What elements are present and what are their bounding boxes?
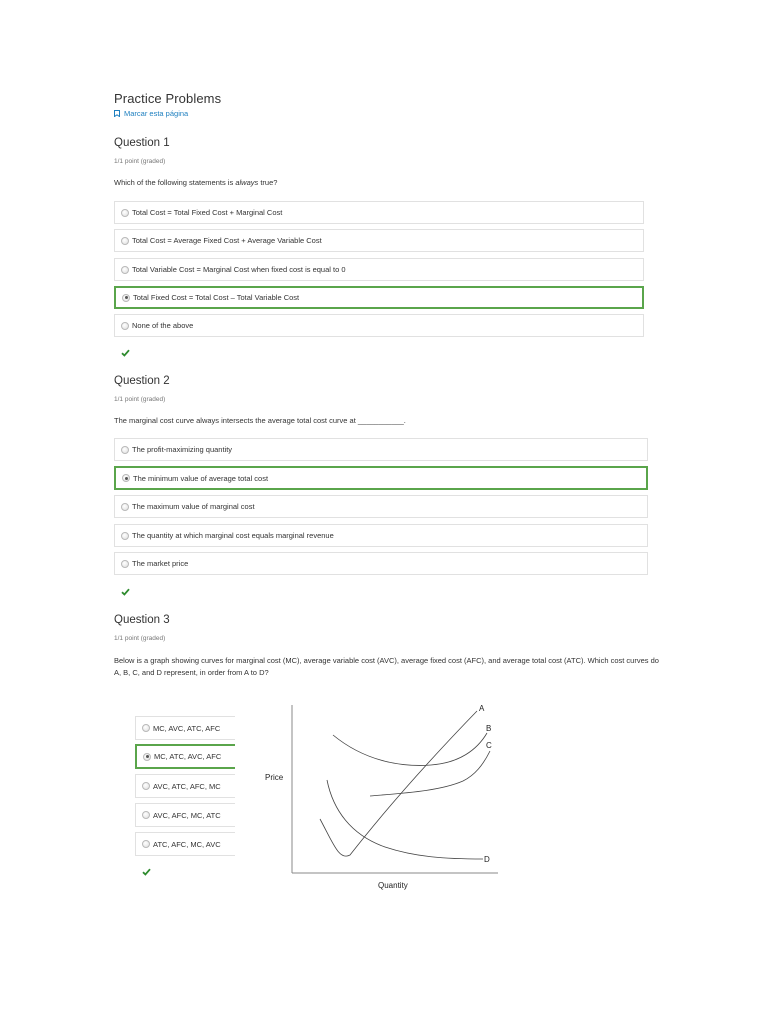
cost-curves-graph: [255, 695, 515, 900]
radio-button[interactable]: [142, 724, 150, 732]
question-2-option-4[interactable]: [114, 524, 648, 547]
radio-button[interactable]: [121, 446, 129, 454]
curve-label-c: C: [486, 741, 492, 750]
radio-button-selected[interactable]: [122, 474, 130, 482]
radio-button[interactable]: [142, 840, 150, 848]
question-3-option-4[interactable]: [135, 803, 235, 827]
radio-button[interactable]: [121, 560, 129, 568]
question-1-option-2[interactable]: [114, 229, 644, 252]
bookmark-link[interactable]: [114, 109, 188, 118]
checkmark-icon: [121, 583, 130, 601]
question-2-points: 1/1 point (graded): [114, 396, 166, 403]
radio-button[interactable]: [121, 532, 129, 540]
question-2-option-2[interactable]: [114, 466, 648, 490]
question-2-option-3[interactable]: [114, 495, 648, 518]
curve-label-b: B: [486, 724, 492, 733]
radio-button[interactable]: [142, 782, 150, 790]
radio-button-selected[interactable]: [143, 753, 151, 761]
question-3-option-3[interactable]: [135, 774, 235, 798]
question-1-prompt: Which of the following statements is always true?: [114, 178, 278, 187]
question-2-option-5[interactable]: [114, 552, 648, 575]
question-1-option-5[interactable]: [114, 314, 644, 337]
checkmark-icon: [142, 863, 151, 881]
page-title: Practice Problems: [114, 91, 222, 106]
radio-button[interactable]: [121, 237, 129, 245]
question-1-title: Question 1: [114, 137, 170, 149]
radio-button-selected[interactable]: [122, 294, 130, 302]
y-axis-label: Price: [265, 773, 284, 782]
option-label: Total Cost = Average Fixed Cost + Average Variable Cost: [132, 236, 322, 245]
question-3-option-1[interactable]: [135, 716, 235, 740]
option-label: MC, ATC, AVC, AFC: [154, 752, 222, 761]
question-3-points: 1/1 point (graded): [114, 635, 166, 642]
question-1-option-1[interactable]: [114, 201, 644, 224]
question-2-option-1[interactable]: [114, 438, 648, 461]
curve-a: [320, 711, 477, 856]
curve-c: [370, 751, 490, 796]
question-3-option-2[interactable]: [135, 744, 235, 769]
option-label: ATC, AFC, MC, AVC: [153, 839, 221, 849]
option-label: The minimum value of average total cost: [133, 473, 269, 483]
option-label: The profit-maximizing quantity: [132, 445, 233, 454]
radio-button[interactable]: [121, 322, 129, 330]
option-label: The market price: [132, 559, 189, 568]
curve-b: [333, 733, 487, 765]
bookmark-label: Marcar esta página: [124, 109, 189, 118]
bookmark-icon: [114, 110, 120, 117]
option-label: Total Cost = Total Fixed Cost + Marginal Cost: [132, 208, 283, 217]
curve-d: [327, 780, 483, 859]
checkmark-icon: [121, 344, 130, 362]
radio-button[interactable]: [142, 811, 150, 819]
option-label: Total Variable Cost = Marginal Cost when fixed cost is equal to 0: [132, 265, 346, 274]
radio-button[interactable]: [121, 503, 129, 511]
question-3-title: Question 3: [114, 614, 170, 626]
radio-button[interactable]: [121, 266, 129, 274]
option-label: The quantity at which marginal cost equals marginal revenue: [132, 531, 334, 540]
question-3-prompt: Below is a graph showing curves for marginal cost (MC), average variable cost (AVC), average fixed cost (AFC), and average total cost (ATC). Which cost curves do A, B, C, and D represent, in order from A to D?: [114, 656, 659, 677]
question-1-points: 1/1 point (graded): [114, 158, 166, 165]
question-3-option-5[interactable]: [135, 832, 235, 856]
option-label: Total Fixed Cost = Total Cost – Total Variable Cost: [133, 293, 300, 302]
radio-button[interactable]: [121, 209, 129, 217]
option-label: AVC, AFC, MC, ATC: [153, 810, 221, 820]
question-1-option-4[interactable]: [114, 286, 644, 309]
question-1-option-3[interactable]: [114, 258, 644, 281]
curve-label-a: A: [479, 704, 485, 713]
question-2-prompt: The marginal cost curve always intersects the average total cost curve at ___________.: [114, 416, 406, 425]
option-label: AVC, ATC, AFC, MC: [153, 781, 221, 791]
option-label: The maximum value of marginal cost: [132, 502, 255, 511]
x-axis-label: Quantity: [378, 881, 408, 890]
question-2-title: Question 2: [114, 375, 170, 387]
option-label: None of the above: [132, 321, 194, 330]
curve-label-d: D: [484, 855, 490, 864]
option-label: MC, AVC, ATC, AFC: [153, 723, 221, 733]
